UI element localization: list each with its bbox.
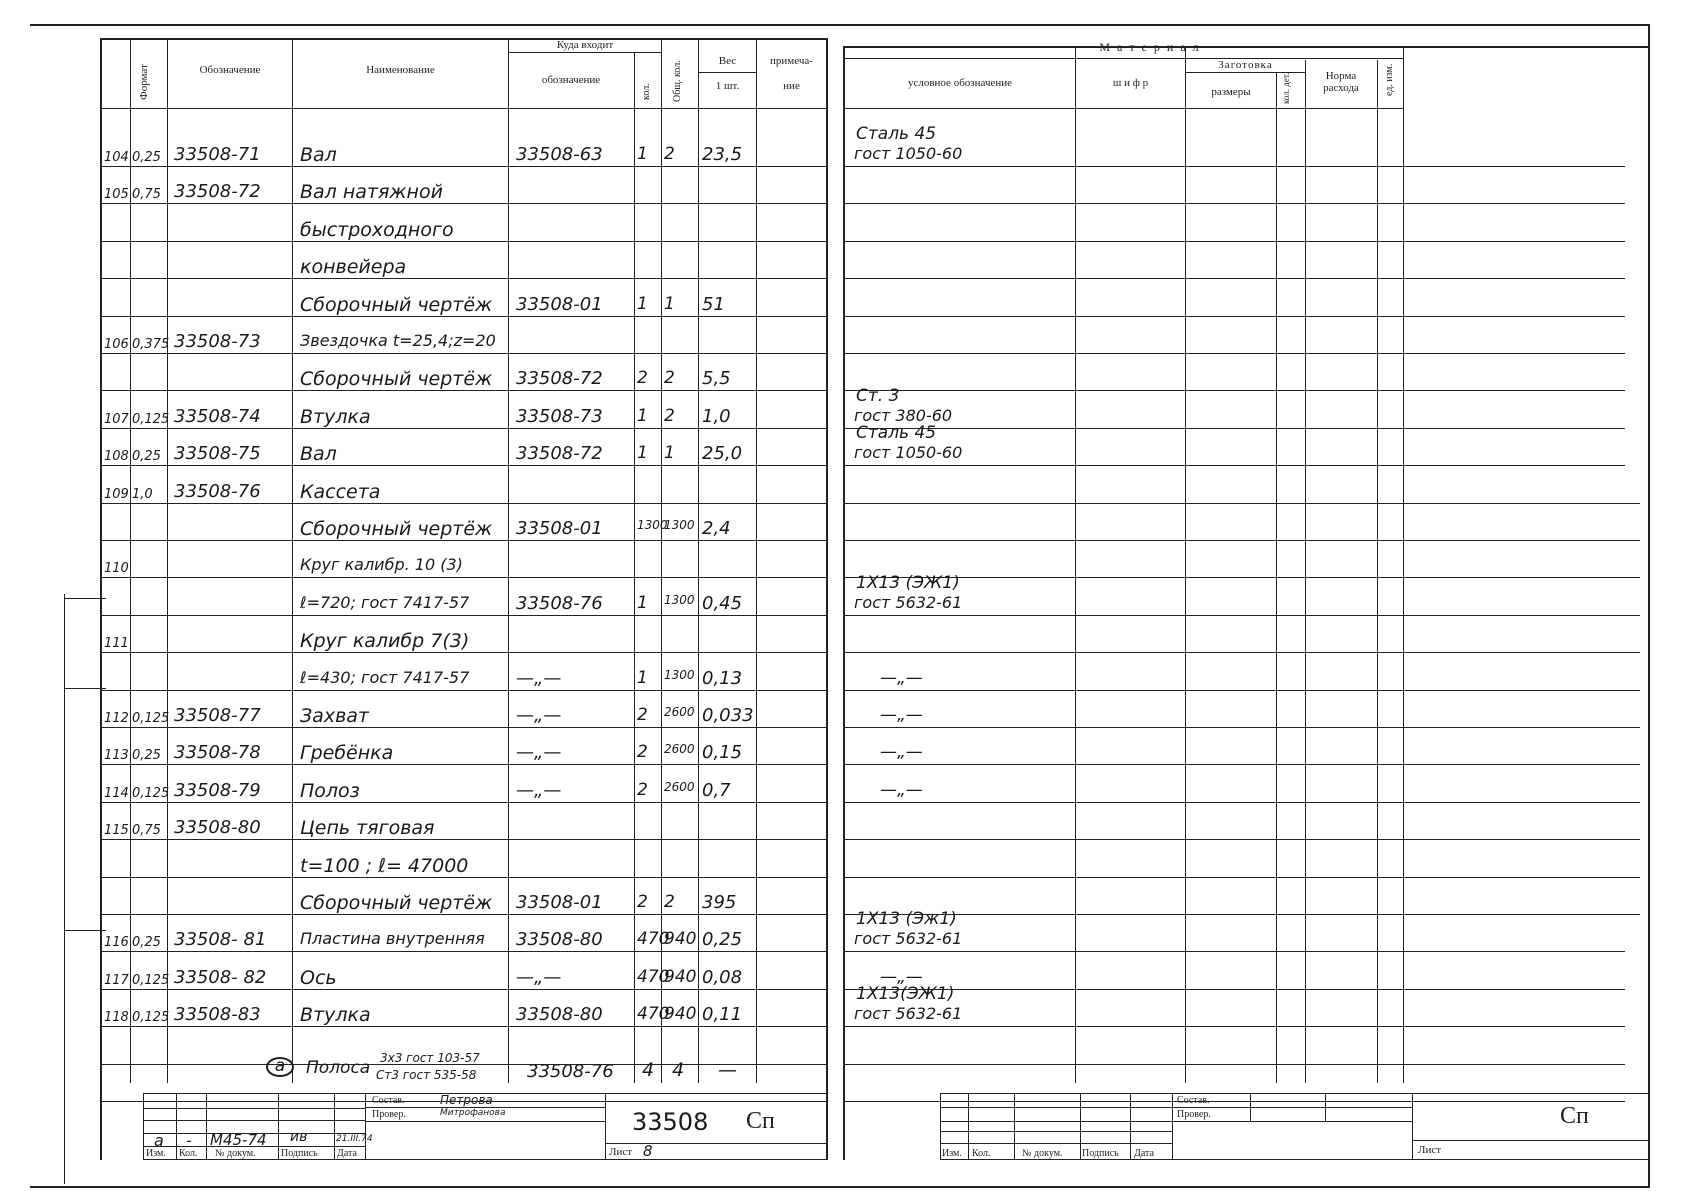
material-grade: 1Х13(ЭЖ1) <box>856 984 955 1004</box>
sheet-label: Лист <box>609 1146 633 1158</box>
row-weight: 0,08 <box>702 967 743 988</box>
row-designation: 33508-79 <box>174 780 261 801</box>
right-row-line <box>845 166 1625 167</box>
material-ditto: —„— <box>880 705 923 725</box>
header-norm: Норма расхода <box>1323 70 1359 94</box>
row-where-used: 33508-01 <box>516 892 603 913</box>
row-total-qty: 1 <box>664 443 675 463</box>
rev-qty: - <box>186 1131 192 1150</box>
header-where-qty: кол. <box>641 83 652 100</box>
row-qty: 1 <box>637 294 648 314</box>
row-format: 0,125 <box>132 711 170 726</box>
row-name: t=100 ; ℓ= 47000 <box>300 855 469 877</box>
row-qty: 1 <box>637 443 648 463</box>
row-designation: 33508-72 <box>174 181 261 202</box>
row-total-qty: 1300 <box>664 518 695 532</box>
row-name: Звездочка t=25,4;z=20 <box>300 331 496 350</box>
row-weight: 0,11 <box>702 1004 743 1025</box>
row-position: 116 <box>104 935 129 950</box>
row-format: 0,125 <box>132 1010 170 1025</box>
row-where-used: —„— <box>516 705 562 726</box>
row-weight: 51 <box>702 294 725 315</box>
header-code: ш и ф р <box>1112 77 1149 89</box>
sheet-no: 8 <box>643 1142 653 1160</box>
right-row-line <box>845 540 1640 541</box>
row-weight: 0,15 <box>702 742 743 763</box>
row-weight: 0,13 <box>702 668 743 689</box>
row-name: Втулка <box>300 1004 371 1026</box>
material-grade: 1Х13 (Эж1) <box>856 909 957 929</box>
row-format: 0,25 <box>132 748 161 763</box>
right-row-line <box>845 764 1640 765</box>
row-where-used: —„— <box>516 780 562 801</box>
row-where-used: —„— <box>516 668 562 689</box>
row-position: 105 <box>104 187 129 202</box>
row-weight: 0,7 <box>702 780 731 801</box>
header-note-2: ние <box>783 80 800 92</box>
right-row-line <box>845 727 1640 728</box>
right-row-line <box>845 877 1640 878</box>
row-format: 0,25 <box>132 935 161 950</box>
row-name: конвейера <box>300 256 407 278</box>
header-sizes: размеры <box>1211 86 1251 98</box>
row-where-used: 33508-73 <box>516 406 603 427</box>
row-total-qty: 940 <box>664 1004 697 1024</box>
material-grade: Сталь 45 <box>856 423 937 443</box>
r-lbl-izm: Изм. <box>942 1148 962 1159</box>
prover-label: Провер. <box>372 1109 406 1120</box>
row-weight: 395 <box>702 892 737 913</box>
row-total-qty: 1 <box>664 294 675 314</box>
row-total-qty: 2 <box>664 406 675 426</box>
rev-letter: а <box>154 1131 164 1150</box>
header-total-qty: Общ. кол. <box>672 60 683 102</box>
rev-date: 21.III.74 <box>336 1134 373 1144</box>
last-row-qty: 4 <box>642 1059 655 1081</box>
row-where-used: 33508-80 <box>516 929 603 950</box>
row-where-used: 33508-72 <box>516 368 603 389</box>
row-name: Вал натяжной <box>300 181 443 203</box>
row-qty: 2 <box>637 742 648 762</box>
row-designation: 33508-74 <box>174 406 261 427</box>
header-note-1: примеча- <box>770 55 813 67</box>
row-where-used: 33508-80 <box>516 1004 603 1025</box>
row-total-qty: 940 <box>664 967 697 987</box>
margin-line-3 <box>64 930 106 931</box>
row-position: 112 <box>104 711 129 726</box>
right-row-line <box>845 615 1640 616</box>
doc-type: Сп <box>746 1108 775 1134</box>
rev-doc: М45-74 <box>210 1131 267 1149</box>
row-name: Втулка <box>300 406 371 428</box>
last-row-mark: а <box>266 1057 294 1077</box>
sostav-name: Петрова <box>440 1093 493 1107</box>
row-name: Пластина внутренняя <box>300 929 485 948</box>
header-name: Наименование <box>366 64 435 76</box>
row-qty: 2 <box>637 892 648 912</box>
right-row-line <box>845 989 1625 990</box>
lbl-kol: Кол. <box>179 1148 198 1159</box>
row-qty: 470 <box>637 929 670 949</box>
row-designation: 33508-71 <box>174 144 261 165</box>
row-qty: 470 <box>637 967 670 987</box>
material-ditto: —„— <box>880 967 923 987</box>
right-row-line <box>845 353 1625 354</box>
row-format: 0,25 <box>132 150 161 165</box>
row-weight: 5,5 <box>702 368 731 389</box>
row-qty: 1 <box>637 593 648 613</box>
row-qty: 1 <box>637 144 648 164</box>
row-designation: 33508-80 <box>174 817 261 838</box>
row-where-used: 33508-72 <box>516 443 603 464</box>
right-row-line <box>845 1064 1625 1065</box>
header-weight: Вес <box>718 55 737 67</box>
header-where-designation: обозначение <box>541 74 601 86</box>
lbl-sign: Подпись <box>281 1148 318 1159</box>
row-name: Гребёнка <box>300 742 394 764</box>
right-row-line <box>845 390 1625 391</box>
lbl-date: Дата <box>337 1148 357 1159</box>
row-format: 0,25 <box>132 449 161 464</box>
row-format: 0,125 <box>132 412 170 427</box>
header-weight-unit: 1 шт. <box>715 80 740 92</box>
right-row-line <box>845 1101 1625 1102</box>
row-name: ℓ=430; гост 7417-57 <box>300 668 470 687</box>
r-doc-type: Сп <box>1560 1103 1589 1129</box>
material-standard: гост 1050-60 <box>854 443 963 462</box>
header-designation: Обозначение <box>199 64 261 76</box>
row-name: Цепь тяговая <box>300 817 435 839</box>
right-row-line <box>845 577 1640 578</box>
row-designation: 33508-78 <box>174 742 261 763</box>
right-row-line <box>845 428 1625 429</box>
row-total-qty: 2600 <box>664 742 695 756</box>
row-format: 0,75 <box>132 823 161 838</box>
material-standard: гост 5632-61 <box>854 929 963 948</box>
material-standard: гост 5632-61 <box>854 1004 963 1023</box>
row-where-used: 33508-63 <box>516 144 603 165</box>
row-designation: 33508-76 <box>174 481 261 502</box>
right-row-line <box>845 652 1640 653</box>
row-position: 117 <box>104 973 129 988</box>
r-lbl-kol: Кол. <box>972 1148 991 1159</box>
row-total-qty: 1300 <box>664 593 695 607</box>
material-ditto: —„— <box>880 668 923 688</box>
row-position: 118 <box>104 1010 129 1025</box>
material-standard: гост 5632-61 <box>854 593 963 612</box>
margin-line-1 <box>64 598 106 599</box>
row-where-used: —„— <box>516 967 562 988</box>
right-row-line <box>845 278 1625 279</box>
row-designation: 33508- 82 <box>174 967 267 988</box>
row-format: 0,125 <box>132 786 170 801</box>
material-grade: Ст. 3 <box>856 386 900 406</box>
row-weight: 23,5 <box>702 144 743 165</box>
last-row-weight: — <box>718 1059 737 1081</box>
row-designation: 33508-73 <box>174 331 261 352</box>
row-name: Сборочный чертёж <box>300 518 493 540</box>
row-name: Полоз <box>300 780 360 802</box>
right-row-line <box>845 802 1640 803</box>
row-weight: 1,0 <box>702 406 731 427</box>
right-row-line <box>845 316 1625 317</box>
row-position: 111 <box>104 636 129 651</box>
row-total-qty: 940 <box>664 929 697 949</box>
row-qty: 2 <box>637 705 648 725</box>
row-name: быстроходного <box>300 219 454 241</box>
material-standard: гост 380-60 <box>854 406 953 425</box>
row-format: 1,0 <box>132 487 153 502</box>
row-position: 114 <box>104 786 129 801</box>
prover-name: Митрофанова <box>440 1108 506 1118</box>
row-position: 109 <box>104 487 129 502</box>
r-sostav-label: Состав. <box>1177 1095 1210 1106</box>
row-total-qty: 2600 <box>664 780 695 794</box>
material-ditto: —„— <box>880 742 923 762</box>
lbl-izm: Изм. <box>146 1148 166 1159</box>
row-name: Вал <box>300 443 337 465</box>
header-material: М а т е р и а л <box>1099 40 1201 54</box>
lbl-doc: № докум. <box>215 1148 256 1159</box>
header-format: Формат <box>138 64 150 100</box>
row-position: 108 <box>104 449 129 464</box>
row-format: 0,125 <box>132 973 170 988</box>
right-row-line <box>845 1026 1625 1027</box>
material-grade: Сталь 45 <box>856 124 937 144</box>
row-where-used: 33508-01 <box>516 294 603 315</box>
row-qty: 1 <box>637 668 648 688</box>
r-lbl-date: Дата <box>1134 1148 1154 1159</box>
rev-sign: ив <box>290 1129 308 1145</box>
margin-line-2 <box>64 688 106 689</box>
header-qty-det: кол. дет. <box>1281 72 1291 104</box>
row-designation: 33508-75 <box>174 443 261 464</box>
right-row-line <box>845 839 1640 840</box>
header-blank: Заготовка <box>1218 59 1273 71</box>
row-name: ℓ=720; гост 7417-57 <box>300 593 470 612</box>
row-designation: 33508-83 <box>174 1004 261 1025</box>
row-name: Сборочный чертёж <box>300 294 493 316</box>
r-prover-label: Провер. <box>1177 1109 1211 1120</box>
doc-code: 33508 <box>632 1108 709 1136</box>
row-position: 115 <box>104 823 129 838</box>
row-weight: 0,033 <box>702 705 754 726</box>
last-row-spec-top: 3x3 гост 103-57 <box>380 1051 480 1065</box>
row-name: Сборочный чертёж <box>300 368 493 390</box>
row-format: 0,375 <box>132 337 170 352</box>
last-row-spec-bottom: Ст3 гост 535-58 <box>376 1068 477 1082</box>
last-row-total: 4 <box>672 1059 685 1081</box>
row-format: 0,75 <box>132 187 161 202</box>
last-row-where: 33508-76 <box>527 1061 614 1082</box>
right-row-line <box>845 203 1625 204</box>
row-weight: 2,4 <box>702 518 731 539</box>
row-qty: 2 <box>637 368 648 388</box>
row-name: Сборочный чертёж <box>300 892 493 914</box>
row-where-used: 33508-01 <box>516 518 603 539</box>
row-where-used: 33508-76 <box>516 593 603 614</box>
row-where-used: —„— <box>516 742 562 763</box>
row-position: 113 <box>104 748 129 763</box>
row-total-qty: 2 <box>664 368 675 388</box>
header-where-used: Куда входит <box>556 39 614 51</box>
right-row-line <box>845 690 1640 691</box>
row-name: Захват <box>300 705 369 727</box>
row-name: Круг калибр. 10 (3) <box>300 555 463 574</box>
right-row-line <box>845 465 1625 466</box>
row-weight: 0,45 <box>702 593 743 614</box>
row-name: Ось <box>300 967 337 989</box>
row-name: Вал <box>300 144 337 166</box>
row-name: Круг калибр 7(3) <box>300 630 470 652</box>
r-lbl-doc: № докум. <box>1022 1148 1063 1159</box>
row-position: 106 <box>104 337 129 352</box>
row-total-qty: 1300 <box>664 668 695 682</box>
header-conventional: условное обозначение <box>907 77 1013 89</box>
row-designation: 33508- 81 <box>174 929 267 950</box>
r-lbl-sign: Подпись <box>1082 1148 1119 1159</box>
sostav-label: Состав. <box>372 1095 405 1106</box>
right-row-line <box>845 951 1625 952</box>
r-sheet-label: Лист <box>1418 1144 1442 1156</box>
right-row-line <box>845 503 1640 504</box>
row-name: Кассета <box>300 481 381 503</box>
row-qty: 2 <box>637 780 648 800</box>
row-qty: 1 <box>637 406 648 426</box>
material-grade: 1Х13 (ЭЖ1) <box>856 573 960 593</box>
material-standard: гост 1050-60 <box>854 144 963 163</box>
row-total-qty: 2600 <box>664 705 695 719</box>
row-position: 110 <box>104 561 129 576</box>
row-designation: 33508-77 <box>174 705 261 726</box>
last-row-name: Полоса <box>306 1058 371 1078</box>
row-weight: 25,0 <box>702 443 743 464</box>
row-total-qty: 2 <box>664 892 675 912</box>
row-qty: 1300 <box>637 518 668 532</box>
row-position: 107 <box>104 412 129 427</box>
material-ditto: —„— <box>880 780 923 800</box>
right-row-line <box>845 241 1625 242</box>
row-weight: 0,25 <box>702 929 743 950</box>
row-qty: 470 <box>637 1004 670 1024</box>
right-row-line <box>845 914 1640 915</box>
header-unit: ед. изм. <box>1384 63 1395 96</box>
row-position: 104 <box>104 150 129 165</box>
row-total-qty: 2 <box>664 144 675 164</box>
